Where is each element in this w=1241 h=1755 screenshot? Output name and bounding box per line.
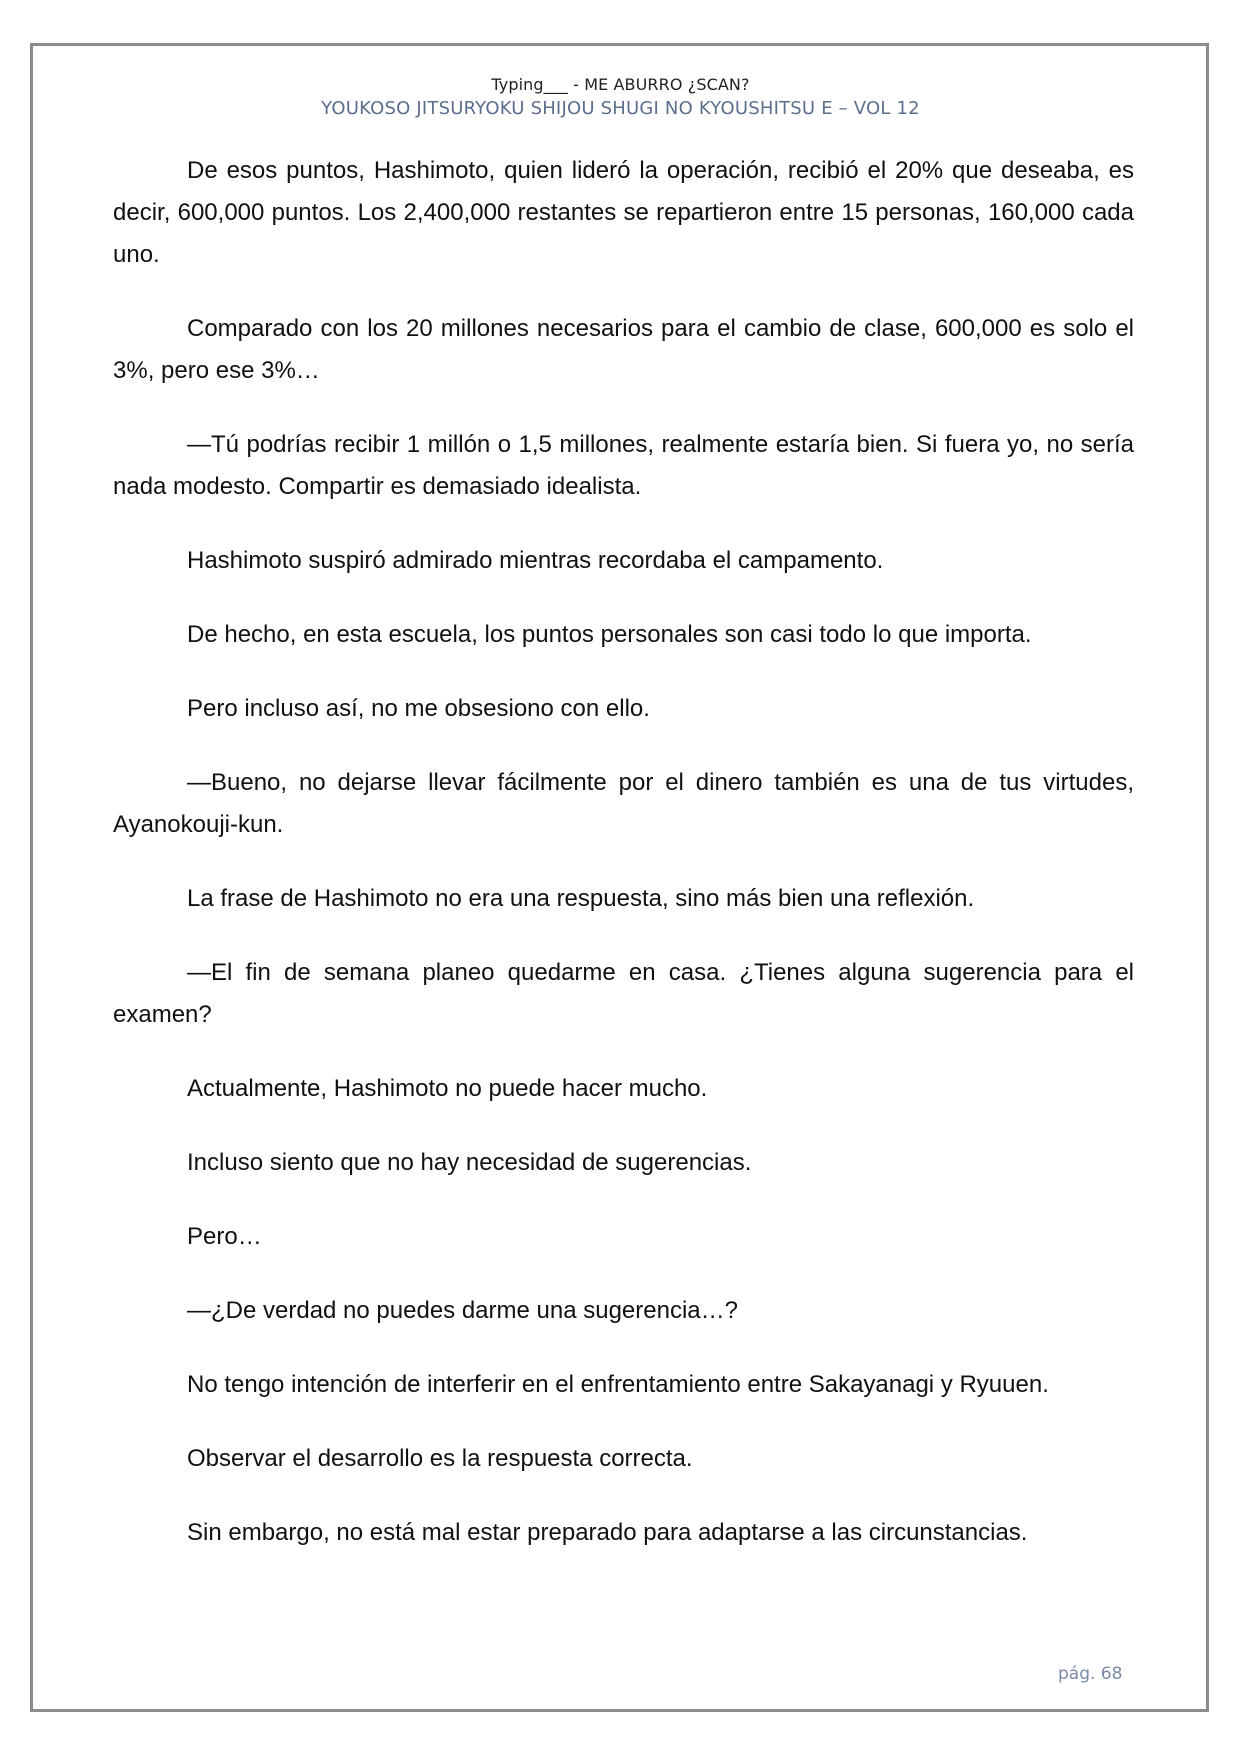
paragraph: La frase de Hashimoto no era una respuesta, sino más bien una reflexión. [187,885,975,912]
paragraph: Hashimoto suspiró admirado mientras recordaba el campamento. [187,547,884,574]
paragraph: —¿De verdad no puedes darme una sugerencia…? [187,1297,738,1324]
paragraph: Comparado con los 20 millones necesarios para el cambio de clase, 600,000 es solo el 3%, pero ese 3%… [113,315,1134,384]
paragraph: —Tú podrías recibir 1 millón o 1,5 millones, realmente estaría bien. Si fuera yo, no sería nada modesto. Compartir es demasiado idealista. [113,431,1134,500]
page-number: pág. 68 [1058,1664,1123,1684]
paragraph: De hecho, en esta escuela, los puntos personales son casi todo lo que importa. [187,621,1032,648]
paragraph: Observar el desarrollo es la respuesta correcta. [187,1445,693,1472]
paragraph: Sin embargo, no está mal estar preparado para adaptarse a las circunstancias. [187,1519,1028,1546]
page-header [0,74,1241,122]
paragraph: —Bueno, no dejarse llevar fácilmente por el dinero también es una de tus virtudes, Ayanokouji-kun. [113,769,1134,838]
paragraph: Actualmente, Hashimoto no puede hacer mucho. [187,1075,708,1102]
paragraph: De esos puntos, Hashimoto, quien lideró la operación, recibió el 20% que deseaba, es decir, 600,000 puntos. Los 2,400,000 restantes se repartieron entre 15 personas, 160,000 cada uno. [113,157,1134,268]
paragraph: Pero… [187,1223,262,1250]
paragraph: Pero incluso así, no me obsesiono con ello. [187,695,650,722]
page-body [113,150,1134,1586]
paragraph: No tengo intención de interferir en el enfrentamiento entre Sakayanagi y Ryuuen. [187,1371,1049,1398]
paragraph: —El fin de semana planeo quedarme en casa. ¿Tienes alguna sugerencia para el examen? [113,959,1134,1028]
paragraph: Incluso siento que no hay necesidad de sugerencias. [187,1149,752,1176]
header-book-title: YOUKOSO JITSURYOKU SHIJOU SHUGI NO KYOUSHITSU E – VOL 12 [321,98,920,119]
header-typing-credit: Typing___ - ME ABURRO ¿SCAN? [491,75,750,94]
